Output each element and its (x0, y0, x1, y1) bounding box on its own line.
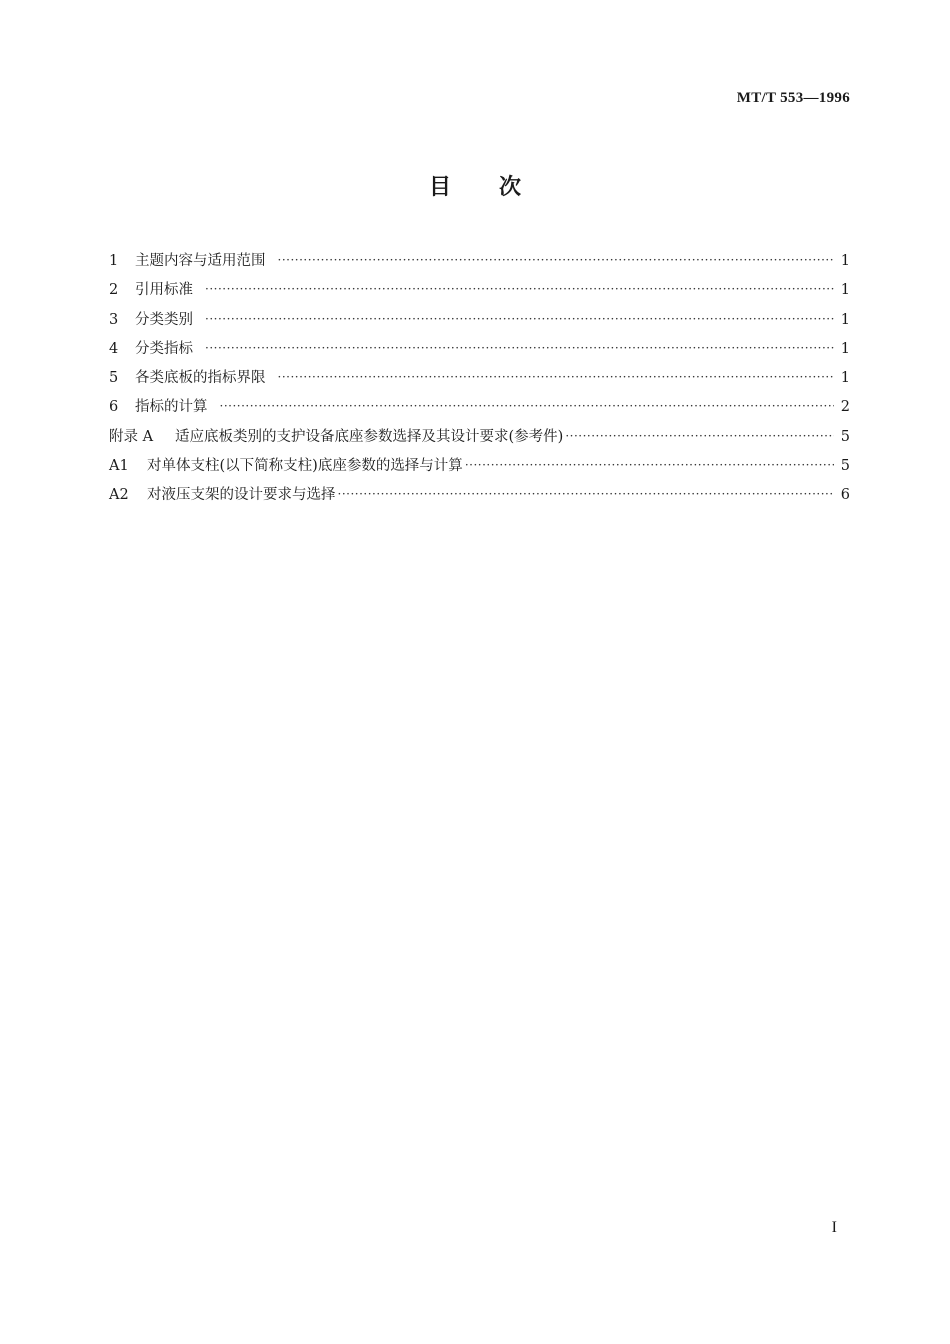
toc-entry-number: A1 (109, 458, 129, 475)
toc-entry-page: 5 (840, 428, 850, 445)
dot-leader (278, 250, 835, 270)
toc-entry-page: 6 (840, 487, 850, 504)
toc-entry-title: 主题内容与适用范围 (135, 253, 266, 269)
toc-entry-title: 分类类别 (135, 311, 193, 328)
toc-entry-number: 附录 A (109, 428, 154, 445)
toc-entry-page: 5 (840, 458, 850, 475)
page-title-char-2: 次 (499, 175, 522, 200)
dot-leader (465, 455, 834, 475)
toc-entry[interactable] (109, 339, 850, 368)
page-number: I (831, 1219, 837, 1236)
toc-entry-number: 3 (109, 311, 119, 328)
toc-entry-page: 1 (840, 311, 850, 328)
toc-entry-page: 1 (840, 253, 850, 269)
toc-entry-number: 5 (109, 370, 119, 387)
standard-code: MT/T 553—1996 (736, 90, 850, 106)
dot-leader (205, 279, 834, 299)
toc-entry-subsection[interactable] (109, 456, 850, 485)
toc-entry-subsection[interactable] (109, 485, 850, 514)
toc-entry-page: 1 (840, 370, 850, 387)
toc-entry-title: 各类底板的指标界限 (135, 370, 266, 387)
toc-entry-title: 对单体支柱(以下简称支柱)底座参数的选择与计算 (147, 458, 463, 475)
toc-entry-number: 4 (109, 340, 119, 357)
dot-leader (220, 396, 835, 416)
page-title (0, 170, 950, 201)
toc-entry-number: A2 (109, 487, 129, 504)
toc-entry-number: 1 (109, 253, 119, 269)
toc-entry-title: 引用标准 (135, 282, 193, 299)
toc-entry-number: 2 (109, 282, 119, 299)
toc-entry-title: 对液压支架的设计要求与选择 (147, 487, 336, 504)
toc-entry-page: 1 (840, 282, 850, 299)
table-of-contents (109, 251, 850, 515)
toc-entry[interactable] (109, 397, 850, 426)
toc-entry[interactable] (109, 251, 850, 280)
dot-leader (205, 309, 834, 329)
toc-entry-title: 适应底板类别的支护设备底座参数选择及其设计要求(参考件) (175, 428, 564, 445)
toc-entry[interactable] (109, 280, 850, 309)
toc-entry-title: 指标的计算 (135, 399, 208, 416)
toc-entry-appendix[interactable] (109, 427, 850, 456)
toc-entry[interactable] (109, 310, 850, 339)
dot-leader (565, 426, 834, 446)
toc-entry-number: 6 (109, 399, 119, 416)
dot-leader (205, 338, 834, 358)
toc-entry[interactable] (109, 368, 850, 397)
toc-entry-page: 2 (840, 399, 850, 416)
toc-entry-title: 分类指标 (135, 340, 193, 357)
dot-leader (338, 484, 835, 504)
page-title-char-1: 目 (428, 175, 451, 200)
toc-entry-page: 1 (840, 340, 850, 357)
dot-leader (278, 367, 835, 387)
